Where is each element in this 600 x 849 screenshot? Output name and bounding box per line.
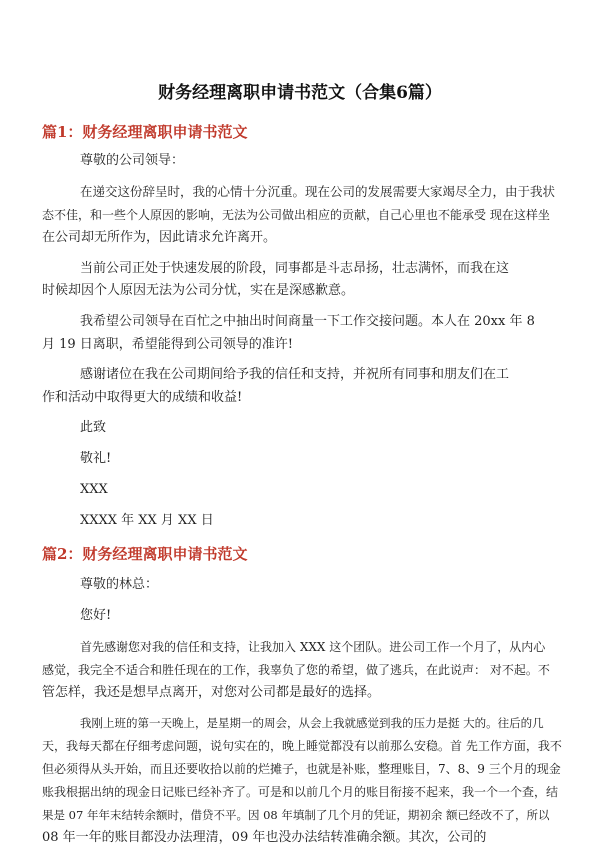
paragraph-line: 在递交这份辞呈时，我的心情十分沉重。现在公司的发展需要大家竭尽全力，由于我状: [80, 184, 556, 199]
paragraph-line: 我刚上班的第一天晚上，是星期一的周会，从会上我就感觉到我的压力是挺 大的。往后的几: [80, 716, 544, 730]
paragraph-line: 在公司却无所作为，因此请求允许离开。: [42, 230, 277, 245]
paragraph-line: 首先感谢您对我的信任和支持，让我加入 XXX 这个团队。进公司工作一个月了，从内心: [80, 640, 546, 654]
section-2-greeting: 尊敬的林总：: [80, 577, 159, 592]
paragraph-line: 管怎样，我还是想早点离开，对您对公司都是最好的选择。: [42, 685, 381, 700]
closing-line: 敬礼!: [80, 451, 112, 466]
paragraph-line: 我希望公司领导在百忙之中抽出时间商量一下工作交接问题。本人在 20xx 年 8: [80, 314, 535, 329]
paragraph-line: 账我根据出纳的现金日记账已经补齐了。可是和以前几个月的账目衔接不起来，我一个一个查，结: [42, 785, 559, 799]
signature-name: XXX: [80, 482, 108, 497]
paragraph-line: 果是 07 年年末结转余额时，借贷不平。因 08 年填制了几个月的凭证，期初余 额已经改不了，所以: [42, 808, 550, 822]
paragraph-line: 您好!: [80, 608, 112, 623]
paragraph-line: 作和活动中取得更大的成绩和收益!: [42, 390, 243, 405]
signature-date: XXXX 年 XX 月 XX 日: [80, 513, 214, 528]
paragraph-line: 感谢诸位在我在公司期间给予我的信任和支持，并祝所有同事和朋友们在工: [80, 367, 510, 382]
closing-line: 此致: [80, 420, 107, 435]
paragraph-line: 但必须得从头开始，而且还要收拾以前的烂摊子，也就是补账，整理账目，7、8、9 三个月的现金: [42, 762, 561, 776]
section-2-heading: 篇2：财务经理离职申请书范文: [42, 545, 248, 563]
paragraph-line: 感觉，我完全不适合和胜任现在的工作，我辜负了您的希望，做了逃兵，在此说声： 对不起。不: [42, 663, 550, 677]
paragraph-line: 月 19 日离职，希望能得到公司领导的准许!: [42, 337, 294, 352]
paragraph-line: 08 年一年的账目都没办法理清，09 年也没办法结转准确余额。其次，公司的: [42, 830, 487, 845]
paragraph-line: 态不佳，和一些个人原因的影响，无法为公司做出相应的贡献，自己心里也不能承受 现在这样坐: [42, 208, 550, 222]
paragraph-line: 当前公司正处于快速发展的阶段，同事都是斗志昂扬，壮志满怀，而我在这: [80, 261, 510, 276]
section-1-greeting: 尊敬的公司领导：: [80, 153, 185, 168]
document-title: 财务经理离职申请书范文（合集6篇）: [158, 83, 442, 103]
paragraph-line: 天，我每天都在仔细考虑问题，说句实在的，晚上睡觉都没有以前那么安稳。首 先工作方面，我不: [42, 739, 562, 753]
section-1-heading: 篇1：财务经理离职申请书范文: [42, 123, 248, 141]
paragraph-line: 时候却因个人原因无法为公司分忧，实在是深感歉意。: [42, 283, 355, 298]
